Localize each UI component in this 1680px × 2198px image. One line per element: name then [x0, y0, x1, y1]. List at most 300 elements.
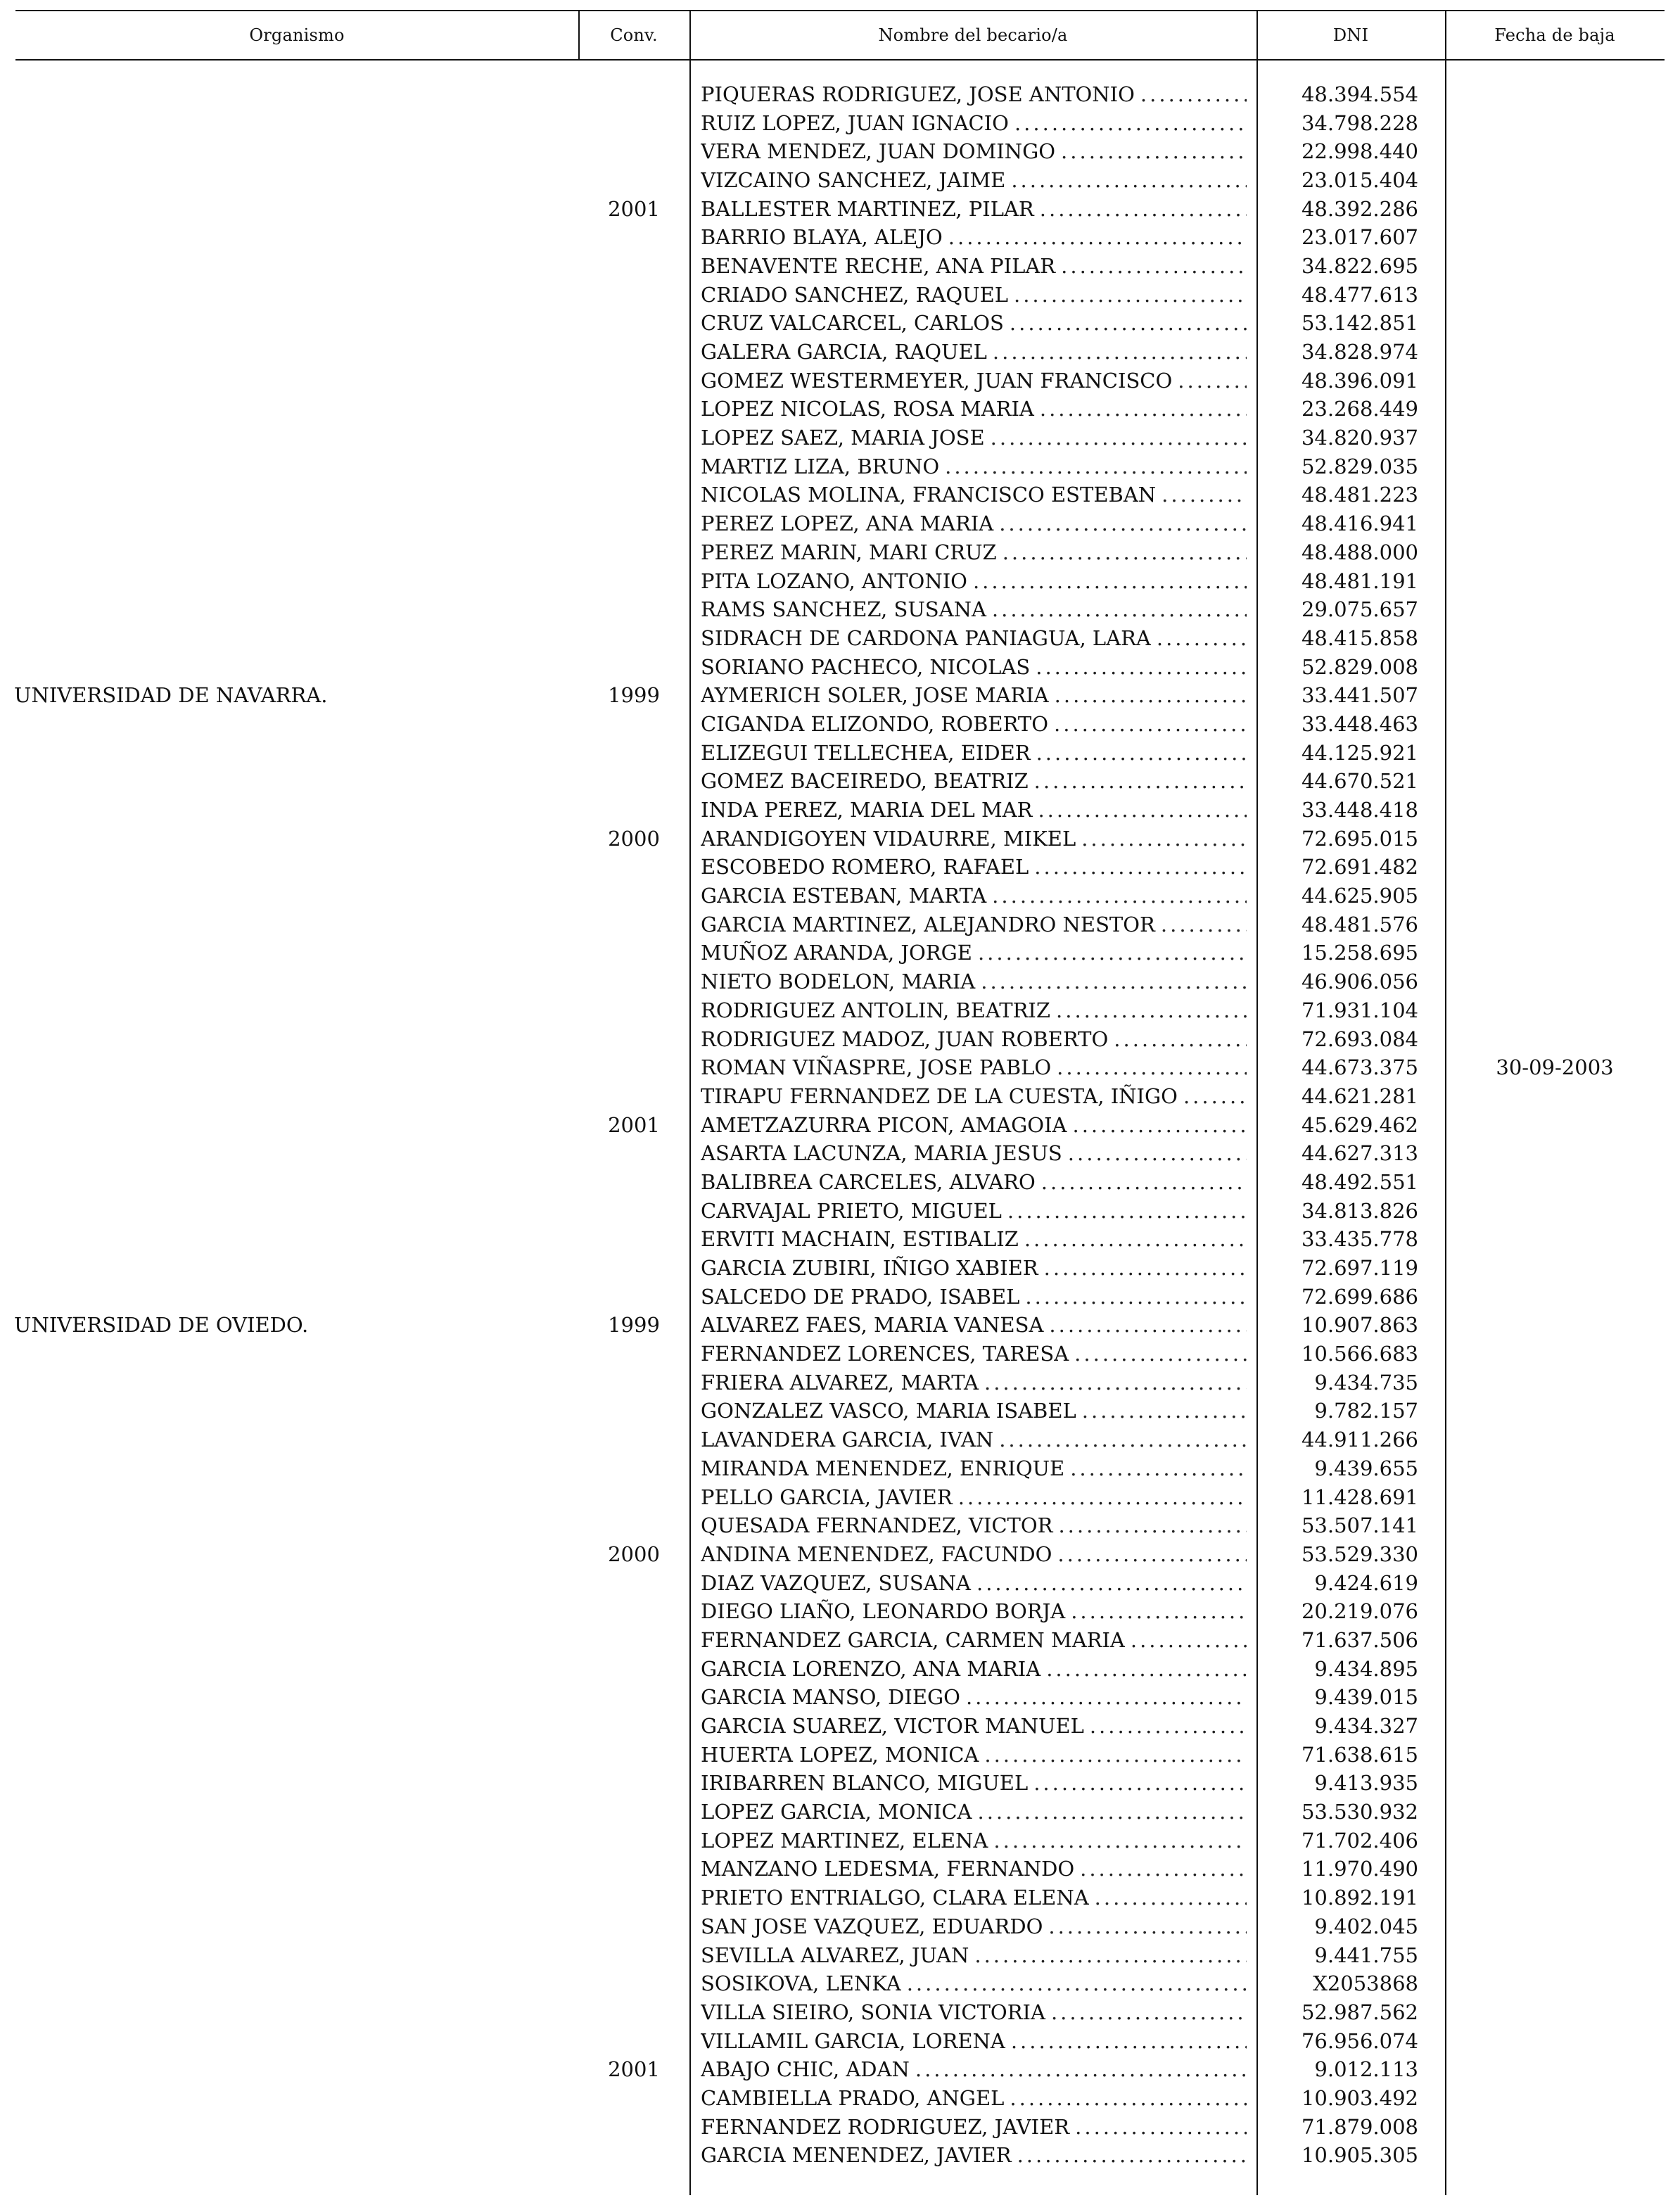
table-row	[0, 1684, 1680, 1713]
cell-conv	[581, 1511, 687, 1540]
cell-organismo	[14, 1368, 577, 1397]
cell-fecha-baja	[1445, 1855, 1665, 1884]
nombre-text: ROMAN VIÑASPRE, JOSE PABLO	[701, 1055, 1052, 1080]
cell-fecha-baja	[1445, 509, 1665, 538]
cell-nombre	[701, 1397, 1247, 1426]
cell-nombre	[701, 595, 1247, 624]
cell-nombre	[701, 967, 1247, 996]
cell-conv: 1999	[608, 1313, 660, 1338]
leader-dots	[1080, 1859, 1247, 1879]
cell-dni: 72.699.686	[1301, 1284, 1418, 1309]
table-row	[0, 1025, 1680, 1054]
cell-dni: 48.488.000	[1301, 540, 1418, 564]
leader-dots	[1033, 1773, 1247, 1793]
leader-dots	[907, 1974, 1247, 1994]
nombre-text: VILLA SIEIRO, SONIA VICTORIA	[701, 2000, 1045, 2024]
nombre-text: INDA PEREZ, MARIA DEL MAR	[701, 798, 1033, 822]
cell-nombre	[701, 1197, 1247, 1226]
nombre-text: RODRIGUEZ ANTOLIN, BEATRIZ	[701, 998, 1051, 1022]
nombre-text: SAN JOSE VAZQUEZ, EDUARDO	[701, 1914, 1043, 1938]
cell-dni: 45.629.462	[1301, 1112, 1418, 1137]
cell-conv	[581, 1741, 687, 1770]
cell-conv	[581, 1855, 687, 1884]
cell-fecha-baja	[1445, 1941, 1665, 1970]
cell-organismo	[14, 1111, 577, 1140]
cell-conv	[581, 1082, 687, 1111]
leader-dots	[1068, 1143, 1247, 1164]
nombre-text: GOMEZ BACEIREDO, BEATRIZ	[701, 769, 1029, 794]
cell-organismo	[14, 338, 577, 367]
cell-organismo	[14, 1712, 577, 1741]
table-row	[0, 1941, 1680, 1970]
cell-nombre	[701, 1311, 1247, 1340]
cell-fecha-baja	[1445, 1912, 1665, 1941]
cell-organismo: UNIVERSIDAD DE NAVARRA.	[14, 683, 328, 708]
cell-nombre	[701, 653, 1247, 682]
table-row	[0, 109, 1680, 138]
cell-fecha-baja	[1445, 1798, 1665, 1827]
cell-fecha-baja	[1445, 967, 1665, 996]
cell-conv	[581, 624, 687, 653]
cell-dni: 48.481.191	[1301, 568, 1418, 593]
cell-organismo	[14, 595, 577, 624]
leader-dots	[1025, 1287, 1247, 1307]
cell-fecha-baja	[1445, 1454, 1665, 1483]
cell-dni: 33.435.778	[1301, 1227, 1418, 1252]
table-row	[0, 1741, 1680, 1770]
cell-nombre	[701, 1626, 1247, 1655]
cell-dni: 71.879.008	[1301, 2114, 1418, 2139]
cell-organismo	[14, 395, 577, 424]
nombre-text: GARCIA ZUBIRI, IÑIGO XABIER	[701, 1256, 1038, 1281]
cell-nombre	[701, 80, 1247, 109]
leader-dots	[1036, 657, 1247, 678]
table-row	[0, 2027, 1680, 2056]
cell-fecha-baja	[1445, 796, 1665, 825]
nombre-text: SEVILLA ALVAREZ, JUAN	[701, 1943, 969, 1967]
cell-organismo	[14, 1340, 577, 1368]
cell-fecha-baja	[1445, 281, 1665, 310]
cell-nombre	[701, 1053, 1247, 1082]
table-row	[0, 1569, 1680, 1598]
cell-dni: 34.798.228	[1301, 110, 1418, 135]
nombre-text: CIGANDA ELIZONDO, ROBERTO	[701, 711, 1049, 736]
cell-conv	[581, 1998, 687, 2027]
table-row	[0, 1139, 1680, 1168]
cell-nombre	[701, 1454, 1247, 1483]
leader-dots	[1162, 485, 1247, 505]
leader-dots	[1011, 170, 1247, 191]
leader-dots	[1070, 1459, 1247, 1479]
cell-nombre	[701, 1798, 1247, 1827]
cell-conv	[581, 1226, 687, 1254]
cell-conv	[581, 252, 687, 281]
cell-conv	[581, 1798, 687, 1827]
leader-dots	[974, 1945, 1247, 1966]
leader-dots	[1183, 1086, 1247, 1107]
cell-conv	[581, 710, 687, 739]
table-row	[0, 882, 1680, 910]
leader-dots	[1007, 1201, 1247, 1221]
leader-dots	[915, 2059, 1247, 2080]
leader-dots	[1040, 399, 1247, 419]
cell-fecha-baja	[1445, 825, 1665, 853]
table-row	[0, 1912, 1680, 1941]
leader-dots	[973, 571, 1247, 592]
nombre-text: MARTIZ LIZA, BRUNO	[701, 454, 940, 478]
nombre-text: VERA MENDEZ, JUAN DOMINGO	[701, 139, 1056, 164]
cell-fecha-baja	[1445, 768, 1665, 796]
cell-nombre	[701, 939, 1247, 968]
cell-nombre	[701, 1082, 1247, 1111]
leader-dots	[999, 514, 1247, 534]
cell-fecha-baja	[1445, 1655, 1665, 1684]
cell-dni: X2053868	[1313, 1971, 1418, 1996]
cell-nombre	[701, 910, 1247, 939]
cell-dni: 52.829.035	[1301, 454, 1418, 478]
cell-nombre	[701, 1425, 1247, 1454]
cell-nombre	[701, 452, 1247, 481]
cell-organismo	[14, 281, 577, 310]
cell-organismo	[14, 853, 577, 882]
cell-organismo	[14, 939, 577, 968]
leader-dots	[1161, 915, 1247, 935]
nombre-text: VILLAMIL GARCIA, LORENA	[701, 2028, 1005, 2053]
cell-organismo	[14, 2027, 577, 2056]
cell-dni: 71.931.104	[1301, 998, 1418, 1022]
leader-dots	[1034, 771, 1247, 792]
cell-conv	[581, 109, 687, 138]
cell-nombre	[701, 1655, 1247, 1684]
table-row	[0, 1053, 1680, 1082]
table-row	[0, 1712, 1680, 1741]
cell-organismo	[14, 1168, 577, 1197]
cell-organismo	[14, 1741, 577, 1770]
nombre-text: FERNANDEZ GARCIA, CARMEN MARIA	[701, 1627, 1125, 1652]
cell-dni: 72.697.119	[1301, 1256, 1418, 1281]
cell-organismo	[14, 195, 577, 224]
cell-nombre	[701, 223, 1247, 252]
table-header	[15, 10, 1665, 61]
cell-conv	[581, 1454, 687, 1483]
cell-nombre	[701, 768, 1247, 796]
cell-fecha-baja	[1445, 710, 1665, 739]
cell-fecha-baja	[1445, 1340, 1665, 1368]
table-row	[0, 853, 1680, 882]
cell-dni: 23.017.607	[1301, 225, 1418, 250]
cell-conv	[581, 2142, 687, 2171]
cell-organismo	[14, 1483, 577, 1512]
cell-conv	[581, 1254, 687, 1283]
cell-fecha-baja	[1445, 739, 1665, 768]
cell-fecha-baja: 30-09-2003	[1496, 1055, 1614, 1080]
cell-conv: 2001	[608, 1112, 660, 1137]
cell-organismo	[14, 1883, 577, 1912]
cell-fecha-baja	[1445, 1827, 1665, 1855]
nombre-text: ALVAREZ FAES, MARIA VANESA	[701, 1313, 1044, 1338]
cell-conv	[581, 796, 687, 825]
cell-fecha-baja	[1445, 2027, 1665, 2056]
nombre-text: ELIZEGUI TELLECHEA, EIDER	[701, 740, 1031, 765]
leader-dots	[1051, 2002, 1247, 2023]
cell-nombre	[701, 1770, 1247, 1798]
table-row	[0, 1483, 1680, 1512]
nombre-text: SORIANO PACHECO, NICOLAS	[701, 654, 1031, 679]
cell-nombre	[701, 137, 1247, 166]
cell-nombre	[701, 739, 1247, 768]
cell-conv	[581, 1912, 687, 1941]
header-organismo: Organismo	[249, 25, 345, 45]
cell-nombre	[701, 1827, 1247, 1855]
cell-dni: 53.142.851	[1301, 311, 1418, 336]
cell-nombre	[701, 310, 1247, 338]
cell-nombre	[701, 996, 1247, 1025]
cell-conv	[581, 996, 687, 1025]
cell-nombre	[701, 1226, 1247, 1254]
cell-nombre	[701, 2142, 1247, 2171]
cell-organismo	[14, 1511, 577, 1540]
cell-fecha-baja	[1445, 567, 1665, 596]
cell-fecha-baja	[1445, 2084, 1665, 2113]
cell-organismo	[14, 1770, 577, 1798]
cell-conv	[581, 2084, 687, 2113]
nombre-text: GARCIA MANSO, DIEGO	[701, 1685, 960, 1710]
cell-conv: 2001	[608, 196, 660, 221]
cell-conv	[581, 1368, 687, 1397]
cell-organismo	[14, 367, 577, 395]
cell-dni: 34.813.826	[1301, 1198, 1418, 1223]
cell-conv	[581, 1684, 687, 1713]
cell-organismo	[14, 567, 577, 596]
cell-dni: 10.907.863	[1301, 1313, 1418, 1338]
cell-organismo	[14, 481, 577, 510]
cell-dni: 9.424.619	[1314, 1570, 1418, 1595]
cell-conv	[581, 395, 687, 424]
cell-nombre	[701, 1483, 1247, 1512]
cell-dni: 71.702.406	[1301, 1828, 1418, 1853]
cell-organismo	[14, 1655, 577, 1684]
nombre-text: GARCIA MENENDEZ, JAVIER	[701, 2143, 1012, 2168]
cell-organismo	[14, 1941, 577, 1970]
table-row	[0, 509, 1680, 538]
table-row	[0, 2142, 1680, 2171]
cell-organismo	[14, 1254, 577, 1283]
cell-nombre	[701, 1941, 1247, 1970]
table-row	[0, 166, 1680, 195]
cell-nombre	[701, 367, 1247, 395]
cell-nombre	[701, 1855, 1247, 1884]
table-row	[0, 910, 1680, 939]
cell-dni: 44.625.905	[1301, 884, 1418, 908]
cell-dni: 9.782.157	[1314, 1399, 1418, 1423]
cell-dni: 44.125.921	[1301, 740, 1418, 765]
cell-dni: 71.637.506	[1301, 1627, 1418, 1652]
cell-conv	[581, 2027, 687, 2056]
nombre-text: LOPEZ SAEZ, MARIA JOSE	[701, 426, 985, 450]
cell-nombre	[701, 252, 1247, 281]
cell-nombre	[701, 1597, 1247, 1626]
leader-dots	[1046, 1659, 1247, 1679]
cell-conv	[581, 1053, 687, 1082]
cell-dni: 20.219.076	[1301, 1599, 1418, 1624]
leader-dots	[1056, 1000, 1247, 1021]
table-body	[0, 80, 1680, 2170]
table-row	[0, 2055, 1680, 2084]
table-row	[0, 2113, 1680, 2142]
cell-fecha-baja	[1445, 80, 1665, 109]
nombre-text: CRUZ VALCARCEL, CARLOS	[701, 311, 1004, 336]
cell-dni: 23.015.404	[1301, 167, 1418, 192]
cell-nombre	[701, 195, 1247, 224]
cell-conv	[581, 595, 687, 624]
cell-nombre	[701, 2113, 1247, 2142]
leader-dots	[1054, 714, 1247, 735]
leader-dots	[1010, 2088, 1247, 2109]
cell-organismo: UNIVERSIDAD DE OVIEDO.	[14, 1313, 309, 1338]
cell-fecha-baja	[1445, 2113, 1665, 2142]
cell-conv	[581, 424, 687, 452]
cell-conv	[581, 1025, 687, 1054]
nombre-text: NICOLAS MOLINA, FRANCISCO ESTEBAN	[701, 483, 1157, 507]
cell-fecha-baja	[1445, 1254, 1665, 1283]
nombre-text: HUERTA LOPEZ, MONICA	[701, 1742, 979, 1767]
nombre-text: TIRAPU FERNANDEZ DE LA CUESTA, IÑIGO	[701, 1084, 1178, 1108]
nombre-text: FERNANDEZ LORENCES, TARESA	[701, 1342, 1069, 1366]
table-row	[0, 996, 1680, 1025]
table-row	[0, 1397, 1680, 1426]
cell-conv: 2000	[608, 826, 660, 851]
nombre-text: RAMS SANCHEZ, SUSANA	[701, 597, 986, 622]
cell-conv: 1999	[608, 683, 660, 708]
nombre-text: LOPEZ MARTINEZ, ELENA	[701, 1828, 988, 1853]
cell-conv	[581, 1883, 687, 1912]
cell-fecha-baja	[1445, 1626, 1665, 1655]
cell-fecha-baja	[1445, 882, 1665, 910]
cell-organismo	[14, 739, 577, 768]
nombre-text: LAVANDERA GARCIA, IVAN	[701, 1428, 994, 1452]
cell-fecha-baja	[1445, 1197, 1665, 1226]
table-row	[0, 653, 1680, 682]
nombre-text: BALLESTER MARTINEZ, PILAR	[701, 196, 1034, 221]
cell-nombre	[701, 1168, 1247, 1197]
cell-conv	[581, 481, 687, 510]
cell-organismo	[14, 825, 577, 853]
cell-fecha-baja	[1445, 853, 1665, 882]
cell-dni: 23.268.449	[1301, 397, 1418, 421]
cell-dni: 48.481.576	[1301, 912, 1418, 936]
table-row	[0, 739, 1680, 768]
header-dni: DNI	[1332, 25, 1369, 45]
cell-conv: 2001	[608, 2057, 660, 2082]
leader-dots	[1071, 1601, 1247, 1622]
cell-nombre	[701, 681, 1247, 710]
cell-organismo	[14, 967, 577, 996]
table-row	[0, 281, 1680, 310]
table-row	[0, 1540, 1680, 1569]
cell-organismo	[14, 796, 577, 825]
cell-nombre	[701, 1540, 1247, 1569]
cell-conv	[581, 509, 687, 538]
table-row	[0, 1425, 1680, 1454]
nombre-text: GOMEZ WESTERMEYER, JUAN FRANCISCO	[701, 368, 1173, 393]
nombre-text: GALERA GARCIA, RAQUEL	[701, 340, 987, 364]
cell-conv	[581, 1425, 687, 1454]
cell-fecha-baja	[1445, 1969, 1665, 1998]
cell-dni: 15.258.695	[1301, 941, 1418, 965]
cell-dni: 72.695.015	[1301, 826, 1418, 851]
cell-nombre	[701, 109, 1247, 138]
table-row	[0, 1511, 1680, 1540]
cell-dni: 48.415.858	[1301, 625, 1418, 650]
cell-dni: 33.441.507	[1301, 683, 1418, 708]
leader-dots	[945, 457, 1247, 477]
table-row	[0, 1168, 1680, 1197]
nombre-text: LOPEZ NICOLAS, ROSA MARIA	[701, 397, 1034, 421]
cell-nombre	[701, 825, 1247, 853]
cell-organismo	[14, 424, 577, 452]
cell-fecha-baja	[1445, 1597, 1665, 1626]
cell-fecha-baja	[1445, 624, 1665, 653]
cell-nombre	[701, 1368, 1247, 1397]
cell-nombre	[701, 624, 1247, 653]
leader-dots	[1157, 628, 1247, 649]
cell-nombre	[701, 509, 1247, 538]
cell-nombre	[701, 1712, 1247, 1741]
cell-conv	[581, 137, 687, 166]
cell-fecha-baja	[1445, 1311, 1665, 1340]
cell-organismo	[14, 2055, 577, 2084]
cell-fecha-baja	[1445, 1025, 1665, 1054]
cell-nombre	[701, 2084, 1247, 2113]
cell-organismo	[14, 137, 577, 166]
cell-dni: 48.392.286	[1301, 196, 1418, 221]
leader-dots	[1011, 2031, 1247, 2052]
nombre-text: CARVAJAL PRIETO, MIGUEL	[701, 1198, 1002, 1223]
cell-nombre	[701, 1969, 1247, 1998]
cell-conv	[581, 1827, 687, 1855]
cell-conv	[581, 1941, 687, 1970]
cell-conv	[581, 853, 687, 882]
cell-dni: 11.428.691	[1301, 1485, 1418, 1509]
table-row	[0, 1655, 1680, 1684]
cell-nombre	[701, 1912, 1247, 1941]
cell-organismo	[14, 166, 577, 195]
table-row	[0, 1311, 1680, 1340]
leader-dots	[948, 227, 1247, 248]
cell-fecha-baja	[1445, 1425, 1665, 1454]
leader-dots	[1024, 1229, 1247, 1250]
table-row	[0, 80, 1680, 109]
cell-dni: 48.394.554	[1301, 82, 1418, 106]
cell-conv	[581, 967, 687, 996]
leader-dots	[981, 972, 1247, 992]
nombre-text: PRIETO ENTRIALGO, CLARA ELENA	[701, 1886, 1089, 1910]
leader-dots	[1014, 285, 1247, 305]
nombre-text: IRIBARREN BLANCO, MIGUEL	[701, 1771, 1029, 1796]
cell-fecha-baja	[1445, 1684, 1665, 1713]
leader-dots	[1072, 1115, 1247, 1136]
nombre-text: GARCIA SUAREZ, VICTOR MANUEL	[701, 1714, 1084, 1739]
cell-organismo	[14, 80, 577, 109]
table-row	[0, 1597, 1680, 1626]
nombre-text: DIEGO LIAÑO, LEONARDO BORJA	[701, 1599, 1066, 1624]
cell-fecha-baja	[1445, 452, 1665, 481]
nombre-text: QUESADA FERNANDEZ, VICTOR	[701, 1513, 1053, 1538]
cell-conv	[581, 538, 687, 567]
cell-dni: 44.673.375	[1301, 1055, 1418, 1080]
leader-dots	[1140, 84, 1247, 105]
cell-dni: 22.998.440	[1301, 139, 1418, 164]
